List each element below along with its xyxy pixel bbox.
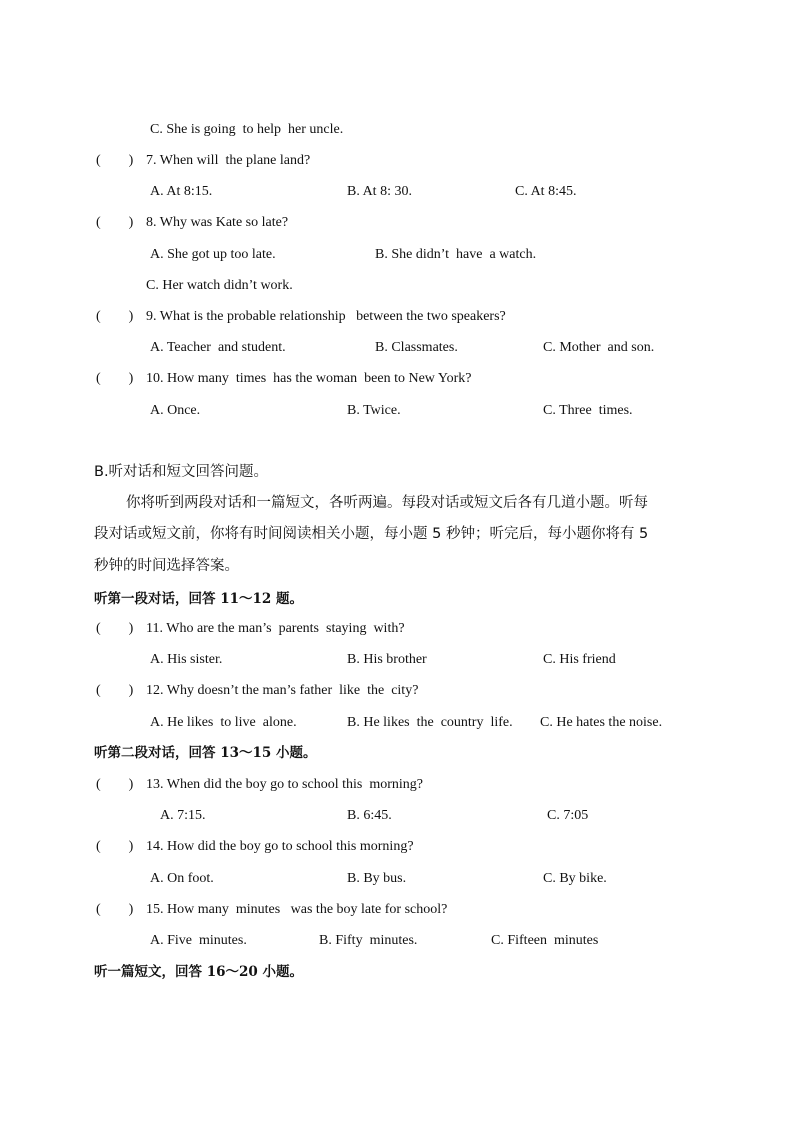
passage-heading: 听一篇短文，回答 16～20 小题。 <box>94 964 303 980</box>
q11-option-c: C. His friend <box>543 652 616 667</box>
q8-option-c: C. Her watch didn’t work. <box>146 278 293 293</box>
q13-answer-blank[interactable]: ( ) <box>96 777 134 792</box>
q8-stem: 8. Why was Kate so late? <box>146 215 289 230</box>
q9-option-a: A. Teacher and student. <box>150 340 286 355</box>
q10-answer-blank[interactable]: ( ) <box>96 371 134 386</box>
dialog-1-heading: 听第一段对话，回答 11～12 题。 <box>94 591 303 607</box>
q12-option-a: A. He likes to live alone. <box>150 715 297 730</box>
q7-answer-blank[interactable]: ( ) <box>96 153 134 168</box>
q13-option-c: C. 7:05 <box>547 808 589 823</box>
section-b-intro-line-1: 你将听到两段对话和一篇短文，各听两遍。每段对话或短文后各有几道小题。听每 <box>126 495 648 511</box>
q8-answer-blank[interactable]: ( ) <box>96 215 134 230</box>
q11-answer-blank[interactable]: ( ) <box>96 621 134 636</box>
q13-stem: 13. When did the boy go to school this morning? <box>146 777 423 792</box>
q10-option-c: C. Three times. <box>543 403 633 418</box>
dialog-2-heading: 听第二段对话，回答 13～15 小题。 <box>94 745 317 761</box>
q9-option-b: B. Classmates. <box>375 340 458 355</box>
q6-option-c: C. She is going to help her uncle. <box>150 122 344 137</box>
q13-option-b: B. 6:45. <box>347 808 392 823</box>
q11-option-a: A. His sister. <box>150 652 223 667</box>
section-b-title: B.听对话和短文回答问题。 <box>94 464 269 480</box>
section-b-intro-line-2: 段对话或短文前，你将有时间阅读相关小题，每小题 5 秒钟；听完后，每小题你将有 5 <box>94 526 649 542</box>
q8-option-b: B. She didn’t have a watch. <box>375 247 537 262</box>
q15-option-c: C. Fifteen minutes <box>491 933 599 948</box>
q14-option-a: A. On foot. <box>150 871 214 886</box>
q14-option-c: C. By bike. <box>543 871 607 886</box>
q13-option-a: A. 7:15. <box>160 808 206 823</box>
q10-option-a: A. Once. <box>150 403 201 418</box>
q11-option-b: B. His brother <box>347 652 427 667</box>
q14-stem: 14. How did the boy go to school this morning? <box>146 839 414 854</box>
q14-answer-blank[interactable]: ( ) <box>96 839 134 854</box>
q7-option-a: A. At 8:15. <box>150 184 213 199</box>
q7-option-c: C. At 8:45. <box>515 184 577 199</box>
q11-stem: 11. Who are the man’s parents staying with? <box>146 621 405 636</box>
q9-stem: 9. What is the probable relationship between the two speakers? <box>146 309 506 324</box>
q10-stem: 10. How many times has the woman been to New York? <box>146 371 472 386</box>
q10-option-b: B. Twice. <box>347 403 401 418</box>
q12-stem: 12. Why doesn’t the man’s father like the city? <box>146 683 419 698</box>
q9-answer-blank[interactable]: ( ) <box>96 309 134 324</box>
q15-stem: 15. How many minutes was the boy late for school? <box>146 902 448 917</box>
q14-option-b: B. By bus. <box>347 871 407 886</box>
q7-stem: 7. When will the plane land? <box>146 153 311 168</box>
q7-option-b: B. At 8: 30. <box>347 184 412 199</box>
q8-option-a: A. She got up too late. <box>150 247 276 262</box>
q12-answer-blank[interactable]: ( ) <box>96 683 134 698</box>
q15-option-a: A. Five minutes. <box>150 933 247 948</box>
q15-answer-blank[interactable]: ( ) <box>96 902 134 917</box>
q9-option-c: C. Mother and son. <box>543 340 655 355</box>
q12-option-b: B. He likes the country life. <box>347 715 513 730</box>
section-b-intro-line-3: 秒钟的时间选择答案。 <box>94 558 239 574</box>
q12-option-c: C. He hates the noise. <box>540 715 663 730</box>
q15-option-b: B. Fifty minutes. <box>319 933 418 948</box>
